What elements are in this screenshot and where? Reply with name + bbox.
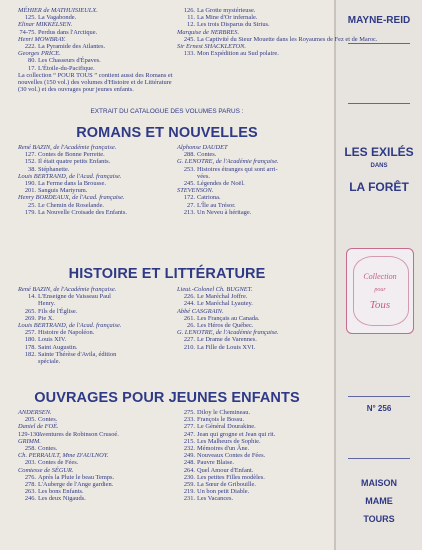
catalog-title: Diloy le Chemineau.: [197, 409, 251, 416]
spine-rule-2: [348, 103, 410, 104]
catalog-entry: [177, 209, 327, 216]
spine-rule-3: [348, 396, 410, 397]
spine-title-2: DANS: [370, 163, 388, 169]
catalog-number: 232.: [183, 445, 195, 453]
spine-rule-4: [348, 458, 410, 459]
catalog-entry: [177, 300, 327, 307]
catalog-number: 182.: [24, 350, 36, 358]
catalog-entry: [177, 488, 327, 495]
catalog-title: Les Chasseurs d'Épaves.: [38, 57, 101, 65]
spine-rule-1: [348, 43, 410, 44]
catalog-number: 222.: [24, 43, 36, 51]
catalog-title: Mon Expédition au Sud polaire.: [197, 50, 279, 58]
ouvrages-right-list: [177, 409, 327, 503]
catalog-number: 12.: [187, 21, 195, 29]
catalog-number: 278.: [24, 481, 36, 489]
catalog-number: 265.: [24, 307, 36, 315]
catalog-title: Histoires étranges qui sont arri-: [197, 165, 278, 173]
catalog-number: 219.: [183, 488, 195, 496]
catalog-number: 246.: [24, 495, 36, 503]
catalog-entry: [177, 445, 327, 452]
catalog-number: 190.: [24, 180, 36, 188]
catalog-number: 125.: [24, 14, 36, 22]
catalog-number: 259.: [183, 481, 195, 489]
catalog-title: La Ferme dans la Brousse.: [38, 180, 106, 188]
catalog-number: 178.: [24, 343, 36, 351]
catalog-entry: [177, 173, 327, 180]
catalog-entry: [18, 431, 170, 438]
catalog-title: Après la Pluie le beau Temps.: [38, 473, 115, 481]
author-line: Comtesse de SÉGUR.: [18, 466, 74, 474]
catalog-title: Le Drame de Varennes.: [197, 336, 257, 344]
catalog-entry: [177, 495, 327, 502]
catalog-number: 152.: [24, 158, 36, 166]
catalog-entry: [177, 423, 327, 430]
ouvrages-heading: OUVRAGES POUR JEUNES ENFANTS: [34, 390, 300, 406]
catalog-title: Pauvre Blaise.: [197, 459, 234, 467]
catalog-number: 180.: [24, 336, 36, 344]
catalog-title: Pie X.: [38, 314, 54, 322]
author-line: Daniel de FOË.: [18, 423, 59, 431]
catalog-number: 231.: [183, 495, 195, 503]
catalog-entry: [177, 474, 327, 481]
histoire-right-list: [177, 286, 327, 351]
intro-line-2: nouvelles (150 vol.) des volumes d'Histoire et de Littérature: [18, 79, 172, 87]
catalog-title: Il était quatre petits Enfants.: [38, 158, 111, 166]
catalog-title: La Pyramide des Atlantes.: [38, 43, 106, 51]
author-line: Marquise de NERBRES.: [177, 28, 240, 36]
catalog-title: Contes de Fées.: [38, 459, 79, 467]
histoire-left-list: [18, 286, 170, 365]
catalog-number: 247.: [183, 430, 195, 438]
catalog-entry: [18, 180, 170, 187]
catalog-title: Contes.: [197, 151, 217, 159]
catalog-number: 261.: [183, 314, 195, 322]
author-line: Henry BORDEAUX, de l'Acad. française.: [18, 194, 125, 202]
catalog-entry: [177, 21, 325, 28]
catalog-number: 26.: [187, 322, 195, 330]
spine-number: N° 256: [366, 404, 392, 413]
catalog-number: 172.: [183, 194, 195, 202]
catalog-title: Les Français au Canada.: [197, 314, 260, 322]
catalog-title: La Captivité du Sieur Mouette dans les Royaumes de Fez et de Maroc.: [197, 35, 378, 43]
romans-left-list: [18, 144, 170, 216]
catalog-number: 25.: [28, 201, 36, 209]
catalog-entry: [18, 166, 170, 173]
catalog-entry: [177, 7, 325, 14]
catalog-number: 205.: [24, 416, 36, 424]
catalog-number: 230.: [183, 473, 195, 481]
catalog-title: Stéphanette.: [38, 165, 70, 173]
author-line: G. LENOTRE, de l'Académie française.: [177, 158, 279, 166]
catalog-title: Jean qui grogne et Jean qui rit.: [197, 430, 276, 438]
catalog-title: Le Général Dourakine.: [197, 423, 256, 431]
romans-right-list: [177, 144, 327, 216]
catalog-title: Contes.: [38, 416, 58, 424]
catalog-title: La Fille de Louis XVI.: [197, 343, 256, 351]
catalog-entry: [18, 158, 170, 165]
catalog-entry: [18, 14, 163, 21]
catalog-title: Nouveaux Contes de Fées.: [197, 452, 266, 460]
catalog-number: 17.: [28, 64, 36, 72]
collection-intro: [18, 72, 318, 94]
catalog-entry: [18, 187, 170, 194]
catalog-number: 226.: [183, 293, 195, 301]
catalog-number: 38.: [28, 165, 36, 173]
author-line: Sir Ernest SHACKLETON.: [177, 43, 246, 51]
catalog-title: Les petites Filles modèles.: [197, 473, 265, 481]
catalog-title: Saint Augustin.: [38, 343, 78, 351]
catalog-number: 249.: [183, 452, 195, 460]
collection-label-3: Tous: [369, 299, 391, 311]
ouvrages-left-list: [18, 409, 170, 503]
catalog-number: 277.: [183, 423, 195, 431]
catalog-title: L'Île au Trésor.: [197, 201, 236, 209]
author-line: G. LENOTRE, de l'Académie française.: [177, 329, 279, 337]
catalog-number: 14.: [28, 293, 36, 301]
catalog-number: 133.: [183, 50, 195, 58]
catalog-title: Fils de l'Église.: [38, 307, 78, 315]
catalog-title: Les Vacances.: [197, 495, 234, 503]
catalog-number: 74-75.: [19, 28, 36, 36]
catalog-number: 248.: [183, 459, 195, 467]
catalog-entry: [177, 14, 325, 21]
extract-title: EXTRAIT DU CATALOGUE DES VOLUMES PARUS :: [90, 108, 244, 115]
catalog-entry: [177, 194, 327, 201]
catalog-entry: [177, 315, 327, 322]
catalog-title: Un Neveu à héritage.: [197, 208, 252, 216]
catalog-entry: [177, 459, 327, 466]
catalog-entry: [18, 209, 170, 216]
author-line: Elinar MIKKELSEN.: [18, 21, 73, 29]
catalog-entry: [177, 35, 378, 43]
catalog-title: L'Étoile-du-Pacifique.: [38, 64, 95, 72]
catalog-title: Quel Amour d'Enfant.: [197, 466, 254, 474]
catalog-title: L'Enseigne de Vaisseau Paul: [38, 293, 111, 301]
catalog-number: 201.: [24, 187, 36, 195]
author-line: René BAZIN, de l'Académie française.: [18, 286, 117, 293]
catalog-entry: [177, 336, 327, 343]
catalog-entry: [18, 151, 170, 158]
catalog-entry: [177, 180, 327, 187]
catalog-title: Les deux Nigauds.: [38, 495, 86, 503]
author-line: ANDERSEN.: [18, 409, 52, 416]
catalog-entry: [18, 293, 170, 300]
catalog-number: 227.: [183, 336, 195, 344]
author-line: Alphonse DAUDET: [177, 144, 228, 151]
author-line: Louis BERTRAND, de l'Acad. française.: [18, 172, 122, 180]
author-line: Ch. PERRAULT, Mme D'AULNOY.: [18, 452, 109, 460]
catalog-entry: [177, 452, 327, 459]
catalog-title: Henry.: [38, 300, 56, 308]
catalog-title: Les bons Enfants.: [38, 488, 84, 496]
catalog-entry: [18, 308, 170, 315]
spine-title-1: LES EXILÉS: [344, 145, 414, 159]
spine-publisher-3: TOURS: [363, 514, 395, 524]
catalog-entry: [18, 459, 170, 466]
author-line: Abbé CASGRAIN.: [177, 307, 224, 315]
catalog-number: 263.: [24, 488, 36, 496]
catalog-title: La Vagabonde.: [38, 14, 77, 22]
catalog-number: 288.: [183, 151, 195, 159]
catalog-entry: [177, 344, 327, 351]
catalog-entry: [18, 481, 170, 488]
catalog-entry: [18, 43, 163, 50]
catalog-title: Les trois Disparus du Sirius.: [197, 21, 270, 29]
catalog-title: La Sœur de Gribouille.: [197, 481, 256, 489]
spine-title-3: LA FORÊT: [349, 180, 409, 194]
author-line: Henri MOWBRAY.: [18, 35, 66, 43]
catalog-entry: [18, 202, 170, 209]
catalog-entry: [18, 329, 170, 336]
collection-label-1: Collection: [363, 272, 397, 281]
catalog-entry: [177, 202, 327, 209]
catalog-title: Les Malheurs de Sophie.: [197, 437, 261, 445]
spine-author: MAYNE-REID: [347, 15, 411, 26]
catalog-entry: [177, 293, 327, 300]
catalog-number: 213.: [183, 208, 195, 216]
catalog-number: 264.: [183, 466, 195, 474]
catalog-title: Le Maréchal Joffre.: [197, 293, 248, 301]
catalog-entry: [18, 336, 170, 343]
catalog-title: Légendes de Noël.: [197, 180, 245, 188]
catalog-entry: [177, 431, 327, 438]
catalog-entry: [18, 416, 170, 423]
catalog-number: 215.: [183, 437, 195, 445]
catalog-entry: [18, 488, 170, 495]
catalog-number: 126.: [183, 7, 195, 14]
catalog-number: 276.: [24, 473, 36, 481]
top-left-list: [18, 7, 163, 72]
romans-heading: ROMANS ET NOUVELLES: [76, 125, 258, 141]
catalog-title: Le Chemin de Roselande.: [38, 201, 105, 209]
spine-publisher-2: MAME: [365, 496, 393, 506]
catalog-entry: [18, 315, 170, 322]
catalog-title: François le Bossu.: [197, 416, 245, 424]
catalog-number: 203.: [24, 459, 36, 467]
top-right-list: [177, 7, 378, 58]
catalog-entry: [18, 351, 170, 358]
catalog-number: 80.: [28, 57, 36, 65]
catalog-entry: [18, 474, 170, 481]
catalog-entry: [18, 445, 170, 452]
author-line: Georges PRICE.: [18, 50, 61, 58]
catalog-title: La Mine d'Or infernale.: [197, 14, 258, 22]
catalog-number: 269.: [24, 314, 36, 322]
catalog-title: Contes de Bonne Perrette.: [38, 151, 105, 159]
catalog-entry: [177, 322, 327, 329]
catalog-title: Louis XIV.: [38, 336, 67, 344]
catalog-number: 27.: [187, 201, 195, 209]
collection-label-2: pour: [374, 287, 386, 293]
catalog-number: 233.: [183, 416, 195, 424]
catalog-entry: [18, 495, 170, 502]
histoire-heading: HISTOIRE ET LITTÉRATURE: [68, 266, 266, 282]
catalog-title: Un bon petit Diable.: [197, 488, 250, 496]
intro-line-3: (30 vol.) et des ouvrages pour jeunes enfants.: [18, 86, 134, 94]
catalog-number: 245.: [183, 35, 195, 43]
catalog-entry: [177, 151, 327, 158]
catalog-title: Aventures de Robinson Crusoé.: [38, 430, 119, 438]
catalog-number: 253.: [183, 165, 195, 173]
catalog-entry: [177, 416, 327, 423]
catalog-number: 244.: [183, 300, 195, 308]
author-line: Lieut.-Colonel Ch. BUGNET.: [177, 286, 253, 293]
catalog-number: 210.: [183, 343, 195, 351]
catalog-title: Les Héros de Québec.: [197, 322, 254, 330]
catalog-title: La Grotte mystérieuse.: [197, 7, 256, 14]
catalog-number: 11.: [187, 14, 195, 22]
catalog-title: Le Maréchal Lyautey.: [197, 300, 253, 308]
catalog-title: Sanguis Martyrum.: [38, 187, 88, 195]
catalog-title: Sainte Thérèse d'Avila, édition: [38, 350, 117, 358]
author-line: MÉHIER de MATHUISIEULX.: [18, 7, 98, 14]
catalog-entry: [177, 166, 327, 173]
catalog-number: 179.: [24, 208, 36, 216]
catalog-number: 257.: [24, 329, 36, 337]
catalog-number: 245.: [183, 180, 195, 188]
catalog-title: spéciale.: [38, 358, 61, 366]
catalog-title: vées.: [197, 172, 210, 180]
catalog-entry: [177, 481, 327, 488]
catalog-entry: [177, 409, 327, 416]
catalog-entry: [18, 65, 163, 72]
catalog-title: Catriona.: [197, 194, 221, 202]
catalog-title: Mémoires d'un Âne.: [197, 445, 250, 453]
author-line: René BAZIN, de l'Académie française.: [18, 144, 117, 151]
catalog-entry: [18, 344, 170, 351]
author-line: Louis BERTRAND, de l'Acad. française.: [18, 322, 122, 330]
catalog-entry: [18, 358, 170, 365]
catalog-title: La Nouvelle Croisade des Enfants.: [38, 208, 127, 216]
author-line: STEVENSON.: [177, 187, 214, 195]
catalog-number: 258.: [24, 445, 36, 453]
catalog-number: 275.: [183, 409, 195, 416]
catalog-number: 127.: [24, 151, 36, 159]
catalog-entry: [177, 50, 325, 57]
catalog-title: Histoire de Napoléon.: [38, 329, 95, 337]
catalog-number: 129-130.: [18, 430, 41, 438]
catalog-title: L'Auberge de l'Ange gardien.: [38, 481, 114, 489]
intro-line-1: La collection “ POUR TOUS ” contient aussi des Romans et: [18, 72, 173, 79]
catalog-title: Perdus dans l'Arctique.: [38, 28, 98, 36]
catalog-entry: [177, 467, 327, 474]
catalog-entry: [18, 29, 163, 36]
catalog-entry: [18, 57, 163, 64]
spine-publisher-1: MAISON: [361, 478, 397, 488]
catalog-title: Contes.: [38, 445, 58, 453]
collection-emblem: [346, 248, 414, 334]
catalog-entry: [18, 300, 170, 307]
author-line: GRIMM.: [18, 437, 41, 445]
catalog-entry: [177, 438, 327, 445]
